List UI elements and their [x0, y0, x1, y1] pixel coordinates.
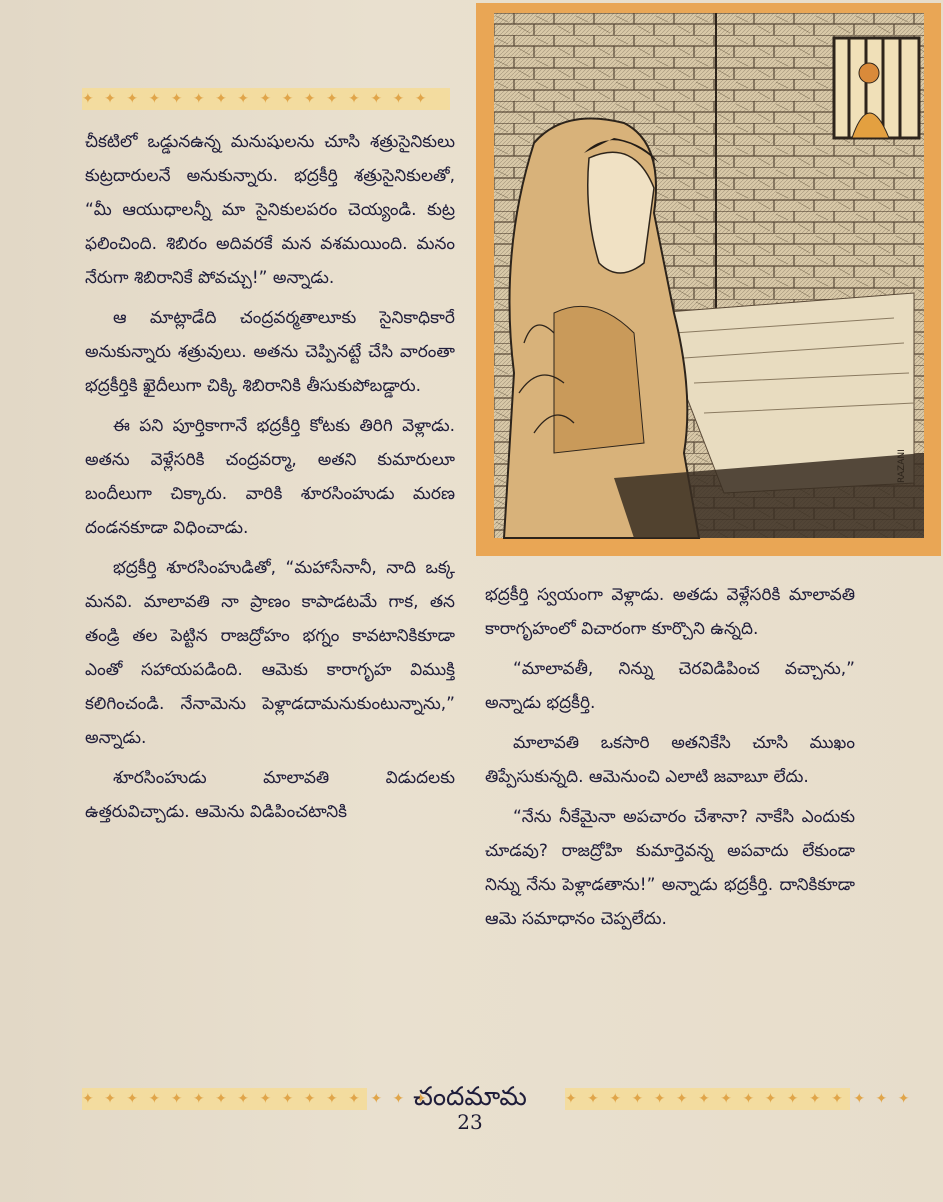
story-illustration	[476, 3, 941, 556]
artist-signature: RAZANI	[897, 449, 907, 483]
prison-scene-drawing	[494, 13, 924, 538]
bottom-left-ornament-border	[82, 1088, 430, 1110]
bottom-right-ornament-border	[565, 1088, 913, 1110]
magazine-title: చందమామ	[413, 1082, 527, 1112]
ornament-text: ✦ ✦ ✦ ✦ ✦ ✦ ✦ ✦ ✦ ✦ ✦ ✦ ✦ ✦ ✦ ✦	[82, 91, 430, 107]
paragraph: ఆ మాట్లాడేది చంద్రవర్మతాలూకు సైనికాధికారే అనుకున్నారు శత్రువులు. అతను చెప్పినట్టే చేసి వారంతా భద్రకీర్తికి ఖైదీలుగా చిక్కి శిబిరానికి తీసుకుపోబడ్డారు.	[85, 308, 455, 396]
paragraph: “నేను నీకేమైనా అపచారం చేశానా? నాకేసి ఎందుకు చూడవు? రాజద్రోహి కుమార్తెవన్న అపవాదు లేకుండా నిన్ను నేను పెళ్లాడతాను!” అన్నాడు భద్రకీర్తి. దానికికూడా ఆమె సమాధానం చెప్పలేదు.	[485, 807, 855, 929]
paragraph: భద్రకీర్తి శూరసింహుడితో, “మహాసేనానీ, నాది ఒక్క మనవి. మాలావతి నా ప్రాణం కాపాడటమే గాక, తన తండ్రి తల పెట్టిన రాజద్రోహం భగ్నం కావటానికికూడా ఎంతో సహాయపడింది. ఆమెకు కారాగృహ విముక్తి కలిగించండి. నేనామెను పెళ్లాడదామనుకుంటున్నాను,” అన్నాడు.	[85, 558, 455, 748]
page-number: 23	[457, 1110, 483, 1134]
ornament-text: ✦ ✦ ✦ ✦ ✦ ✦ ✦ ✦ ✦ ✦ ✦ ✦ ✦ ✦ ✦ ✦	[565, 1091, 913, 1107]
paragraph: మాలావతి ఒకసారి అతనికేసి చూసి ముఖం తిప్పేసుకున్నది. ఆమెనుంచి ఎలాటి జవాబూ లేదు.	[485, 733, 855, 787]
paragraph: చీకటిలో ఒడ్డునఉన్న మనుషులను చూసి శత్రుసైనికులు కుట్రదారులనే అనుకున్నారు. భద్రకీర్తి శత్రుసైనికులతో, “మీ ఆయుధాలన్నీ మా సైనికులపరం చెయ్యండి. కుట్ర ఫలించింది. శిబిరం అదివరకే మన వశమయింది. మనం నేరుగా శిబిరానికే పోవచ్చు!” అన్నాడు.	[85, 132, 455, 288]
paragraph: శూరసింహుడు మాలావతి విడుదలకు ఉత్తరువిచ్చాడు. ఆమెను విడిపించటానికి	[85, 768, 455, 822]
top-ornament-border	[82, 88, 450, 110]
paragraph: ఈ పని పూర్తికాగానే భద్రకీర్తి కోటకు తిరిగి వెళ్లాడు. అతను వెళ్లేసరికి చంద్రవర్మా, అతని కుమారులూ బందీలుగా చిక్కారు. వారికి శూరసింహుడు మరణ దండనకూడా విధించాడు.	[85, 416, 455, 538]
right-text-column	[485, 578, 855, 942]
paragraph: భద్రకీర్తి స్వయంగా వెళ్లాడు. అతడు వెళ్లేసరికి మాలావతి కారాగృహంలో విచారంగా కూర్చొని ఉన్నది.	[485, 585, 855, 639]
paragraph: “మాలావతీ, నిన్ను చెరవిడిపించ వచ్చాను,” అన్నాడు భద్రకీర్తి.	[485, 659, 855, 713]
left-text-column	[85, 125, 455, 835]
ornament-text: ✦ ✦ ✦ ✦ ✦ ✦ ✦ ✦ ✦ ✦ ✦ ✦ ✦ ✦ ✦ ✦	[82, 1091, 430, 1107]
